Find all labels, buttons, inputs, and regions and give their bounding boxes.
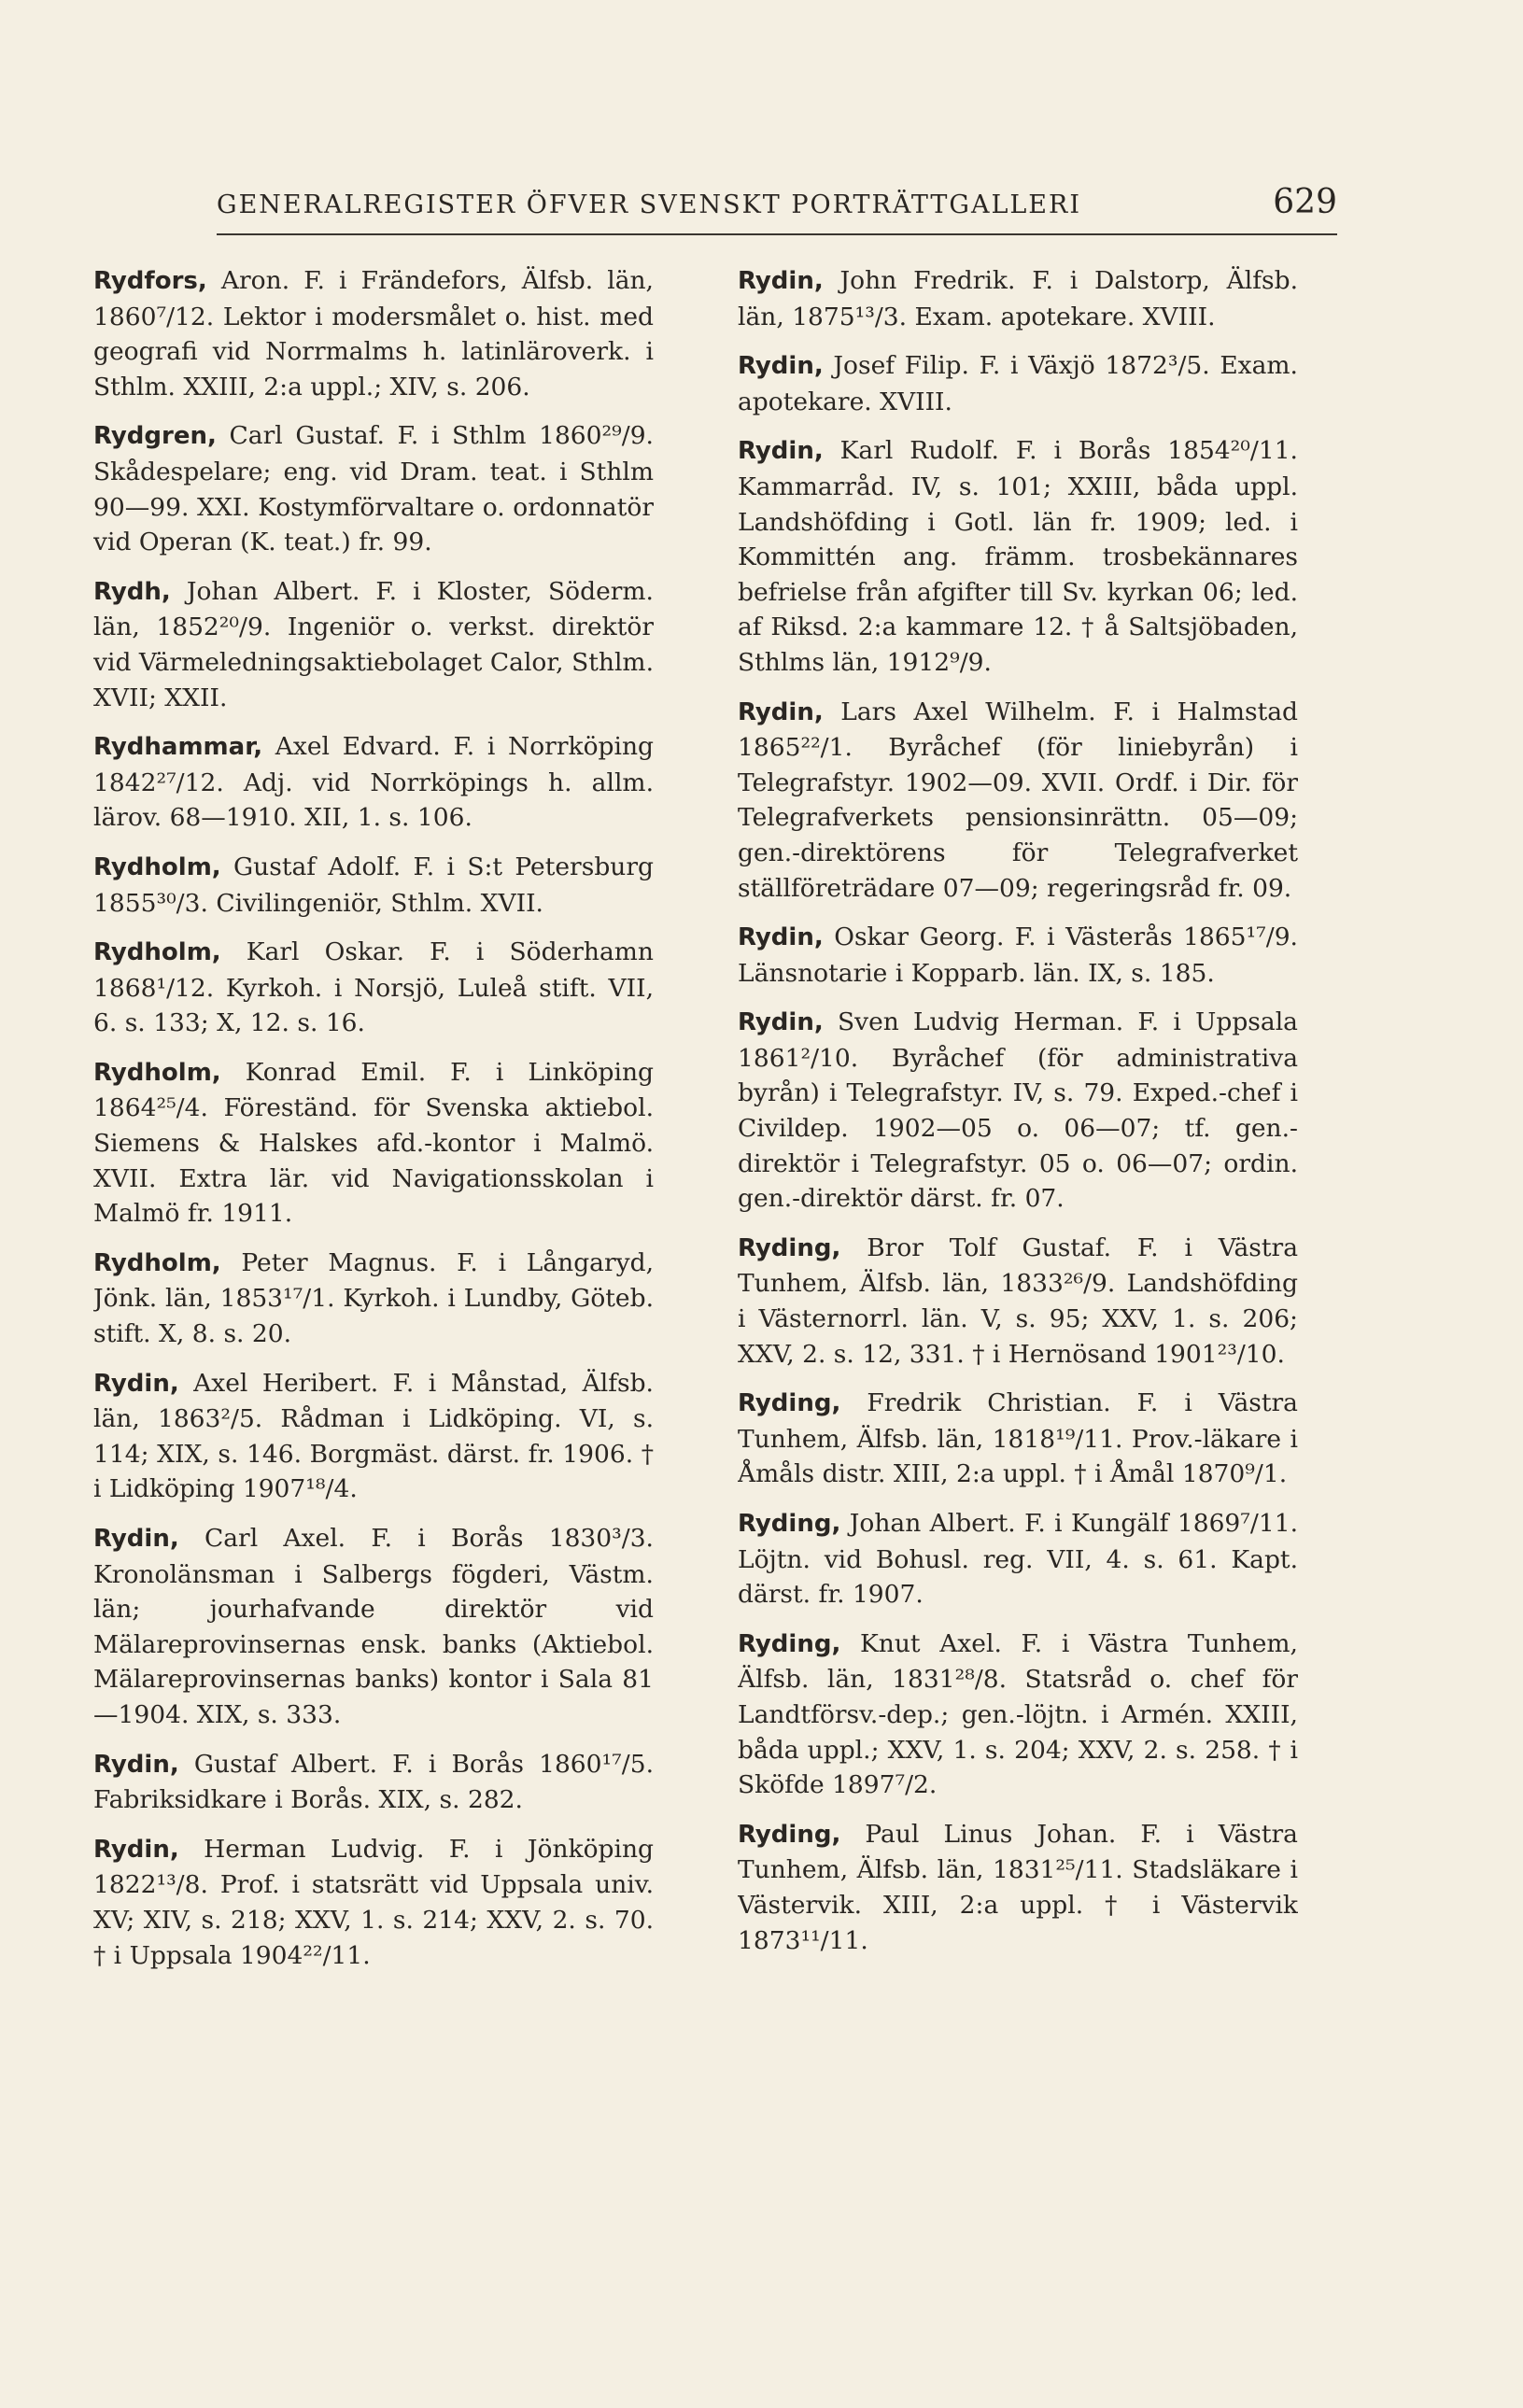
register-entry	[93, 1521, 654, 1733]
register-entry	[738, 263, 1298, 334]
entry-text: Josef Filip. F. i Växjö 1872³/5. Exam. apotekare. XVIII.	[738, 351, 1298, 416]
entry-surname: Rydin,	[738, 352, 824, 381]
entry-surname: Rydin,	[93, 1750, 179, 1779]
entry-text: Paul Linus Johan. F. i Västra Tunhem, Älfsb. län, 1831²⁵/11. Stadsläkare i Västervik. XIII, 2:a uppl. † i Västervik 1873¹¹/11.	[738, 1819, 1298, 1955]
register-entry	[93, 1832, 654, 1973]
header-rule	[217, 233, 1337, 235]
register-entry	[738, 920, 1298, 991]
entry-surname: Rydholm,	[93, 938, 221, 967]
entry-text: Konrad Emil. F. i Linköping 1864²⁵/4. Föreständ. för Svenska aktiebol. Siemens & Halskes afd.-kontor i Malmö. XVII. Extra lär. vid Navigationsskolan i Malmö fr. 1911.	[93, 1057, 654, 1229]
entry-text: Johan Albert. F. i Kungälf 1869⁷/11. Löjtn. vid Bohusl. reg. VII, 4. s. 61. Kapt. därst. fr. 1907.	[738, 1509, 1298, 1610]
register-entry	[738, 433, 1298, 680]
entry-surname: Ryding,	[738, 1389, 841, 1418]
entry-text: Karl Oskar. F. i Söderhamn 1868¹/12. Kyrkoh. i Norsjö, Luleå stift. VII, 6. s. 133; X, 12. s. 16.	[93, 937, 654, 1038]
entry-text: Karl Rudolf. F. i Borås 1854²⁰/11. Kammarråd. IV, s. 101; XXIII, båda uppl. Landshöfding i Gotl. län fr. 1909; led. i Kommittén ang. främm. trosbekännares befrielse från afgifter till Sv. kyrkan 06; led. af Riksd. 2:a kammare 12. † å Saltsjöbaden, Sthlms län, 1912⁹/9.	[738, 436, 1298, 677]
entry-surname: Rydin,	[738, 923, 824, 952]
entry-text: Gustaf Adolf. F. i S:t Petersburg 1855³⁰/3. Civilingeniör, Sthlm. XVII.	[93, 852, 654, 918]
register-entry	[738, 695, 1298, 907]
entry-text: Peter Magnus. F. i Långaryd, Jönk. län, 1853¹⁷/1. Kyrkoh. i Lundby, Göteb. stift. X, 8. s. 20.	[93, 1247, 654, 1349]
register-entry	[738, 1817, 1298, 1958]
entry-surname: Rydin,	[738, 267, 824, 295]
page-number: 629	[1273, 183, 1337, 221]
entry-surname: Rydholm,	[93, 852, 221, 881]
register-entry	[93, 729, 654, 836]
entry-text: John Fredrik. F. i Dalstorp, Älfsb. län, 1875¹³/3. Exam. apotekare. XVIII.	[738, 266, 1298, 331]
entry-text: Sven Ludvig Herman. F. i Uppsala 1861²/10. Byråchef (för administrativa byrån) i Telegrafstyr. IV, s. 79. Exped.-chef i Civildep. 1902—05 o. 06—07; tf. gen.-direktör i Telegrafstyr. 05 o. 06—07; ordin. gen.-direktör därst. fr. 07.	[738, 1007, 1298, 1214]
entry-text: Axel Edvard. F. i Norrköping 1842²⁷/12. Adj. vid Norrköpings h. allm. lärov. 68—1910. XII, 1. s. 106.	[93, 732, 654, 833]
register-entry	[738, 1626, 1298, 1803]
entry-surname: Rydgren,	[93, 422, 217, 451]
entry-text: Aron. F. i Frändefors, Älfsb. län, 1860⁷/12. Lektor i modersmålet o. hist. med geografi vid Norrmalms h. latinläroverk. i Sthlm. XXIII, 2:a uppl.; XIV, s. 206.	[93, 266, 654, 401]
entry-surname: Rydin,	[738, 1008, 824, 1037]
entry-surname: Rydin,	[93, 1835, 179, 1864]
register-entry	[738, 348, 1298, 419]
entry-surname: Ryding,	[738, 1233, 841, 1262]
entry-text: Johan Albert. F. i Kloster, Söderm. län, 1852²⁰/9. Ingeniör o. verkst. direktör vid Värmeledningsaktiebolaget Calor, Sthlm. XVII; XXII.	[93, 576, 654, 712]
register-entry	[93, 1055, 654, 1232]
entry-text: Herman Ludvig. F. i Jönköping 1822¹³/8. Prof. i statsrätt vid Uppsala univ. XV; XIV, s. 218; XXV, 1. s. 214; XXV, 2. s. 70. † i Uppsala 1904²²/11.	[93, 1834, 654, 1970]
register-entry	[738, 1231, 1298, 1372]
register-entry	[738, 1506, 1298, 1612]
running-title: GENERALREGISTER ÖFVER SVENSKT PORTRÄTTGALLERI	[217, 190, 1082, 219]
entry-surname: Rydin,	[738, 697, 824, 726]
entry-text: Carl Axel. F. i Borås 1830³/3. Kronolänsman i Salbergs fögderi, Västm. län; jourhafvande direktör vid Mälareprovinsernas ensk. banks (Aktiebol. Mälareprovinsernas banks) kontor i Sala 81—1904. XIX, s. 333.	[93, 1524, 654, 1729]
register-entry	[738, 1005, 1298, 1217]
entry-surname: Rydin,	[93, 1525, 179, 1553]
right-column	[738, 263, 1298, 2355]
entry-surname: Rydin,	[738, 437, 824, 466]
register-entry	[93, 850, 654, 921]
register-entry	[93, 263, 654, 404]
entry-text: Oskar Georg. F. i Västerås 1865¹⁷/9. Länsnotarie i Kopparb. län. IX, s. 185.	[738, 922, 1298, 988]
page-header	[217, 183, 1337, 226]
entry-text: Lars Axel Wilhelm. F. i Halmstad 1865²²/1. Byråchef (för liniebyrån) i Telegrafstyr. 1902—09. XVII. Ordf. i Dir. för Telegrafverkets pensionsinrättn. 05—09; gen.-direktörens för Telegrafverket ställföreträdare 07—09; regeringsråd fr. 09.	[738, 697, 1298, 903]
entry-text: Fredrik Christian. F. i Västra Tunhem, Älfsb. län, 1818¹⁹/11. Prov.-läkare i Åmåls distr. XIII, 2:a uppl. † i Åmål 1870⁹/1.	[738, 1388, 1298, 1489]
entry-surname: Ryding,	[738, 1629, 841, 1658]
register-entry	[738, 1386, 1298, 1492]
entry-surname: Rydin,	[93, 1369, 179, 1398]
left-column	[93, 263, 654, 2355]
entry-surname: Rydhammar,	[93, 733, 263, 762]
entry-surname: Ryding,	[738, 1820, 841, 1849]
register-entry	[93, 574, 654, 715]
entry-text: Carl Gustaf. F. i Sthlm 1860²⁹/9. Skådespelare; eng. vid Dram. teat. i Sthlm 90—99. XXI. Kostymförvaltare o. ordonnatör vid Operan (K. teat.) fr. 99.	[93, 421, 654, 557]
entry-surname: Ryding,	[738, 1510, 841, 1538]
entry-text: Gustaf Albert. F. i Borås 1860¹⁷/5. Fabriksidkare i Borås. XIX, s. 282.	[93, 1749, 654, 1815]
register-entry	[93, 935, 654, 1041]
register-entry	[93, 1366, 654, 1507]
entry-surname: Rydholm,	[93, 1058, 221, 1087]
register-entry	[93, 418, 654, 559]
entry-text: Knut Axel. F. i Västra Tunhem, Älfsb. län, 1831²⁸/8. Statsråd o. chef för Landtförsv.-dep.; gen.-löjtn. i Armén. XXIII, båda uppl.; XXV, 1. s. 204; XXV, 2. s. 258. † i Sköfde 1897⁷/2.	[738, 1628, 1298, 1800]
entry-surname: Rydholm,	[93, 1248, 221, 1277]
register-entry	[93, 1246, 654, 1352]
entry-text: Axel Heribert. F. i Månstad, Älfsb. län, 1863²/5. Rådman i Lidköping. VI, s. 114; XIX, s. 146. Borgmäst. därst. fr. 1906. † i Lidköping 1907¹⁸/4.	[93, 1368, 654, 1504]
entry-surname: Rydfors,	[93, 267, 207, 295]
register-entry	[93, 1747, 654, 1818]
entry-surname: Rydh,	[93, 577, 171, 606]
entry-text: Bror Tolf Gustaf. F. i Västra Tunhem, Älfsb. län, 1833²⁶/9. Landshöfding i Västernorrl. län. V, s. 95; XXV, 1. s. 206; XXV, 2. s. 12, 331. † i Hernösand 1901²³/10.	[738, 1232, 1298, 1369]
